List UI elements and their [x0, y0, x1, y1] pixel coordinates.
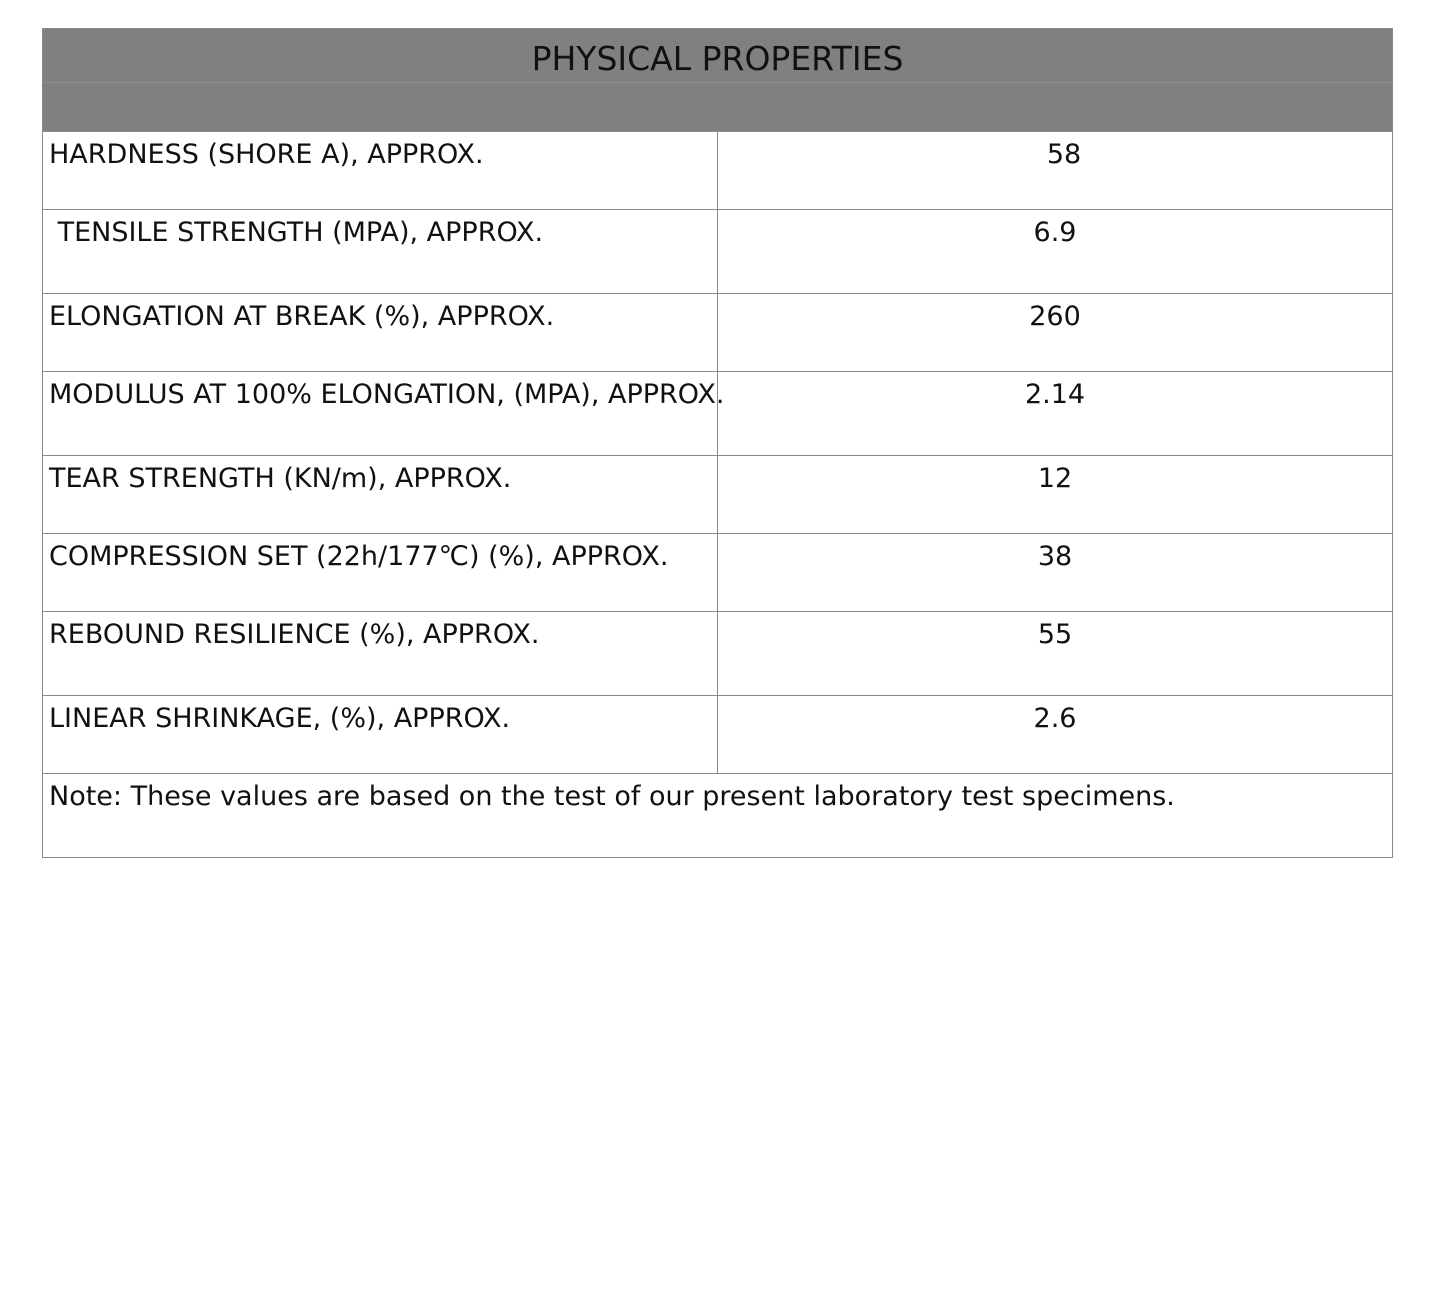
table-title: PHYSICAL PROPERTIES [531, 39, 904, 78]
property-label: COMPRESSION SET (22h/177℃) (%), APPROX. [43, 534, 718, 612]
table-row [43, 456, 1393, 534]
property-label: ELONGATION AT BREAK (%), APPROX. [43, 294, 718, 372]
property-value: 38 [718, 534, 1393, 612]
table-row [43, 372, 1393, 456]
property-label: LINEAR SHRINKAGE, (%), APPROX. [43, 696, 718, 774]
note-text: Note: These values are based on the test of our present laboratory test specimens. [43, 774, 1393, 858]
property-label: TEAR STRENGTH (KN/m), APPROX. [43, 456, 718, 534]
table-header [43, 29, 1393, 132]
property-value: 58 [718, 132, 1393, 210]
property-label: TENSILE STRENGTH (MPA), APPROX. [43, 210, 718, 294]
note-row [43, 774, 1393, 858]
table-row [43, 210, 1393, 294]
property-label: HARDNESS (SHORE A), APPROX. [43, 132, 718, 210]
header-divider [43, 82, 1392, 83]
table-row [43, 612, 1393, 696]
table-row [43, 132, 1393, 210]
table-row [43, 294, 1393, 372]
property-label: REBOUND RESILIENCE (%), APPROX. [43, 612, 718, 696]
property-value: 260 [718, 294, 1393, 372]
property-value: 6.9 [718, 210, 1393, 294]
property-label: MODULUS AT 100% ELONGATION, (MPA), APPROX. [43, 372, 718, 456]
physical-properties-table [42, 28, 1393, 858]
property-value: 2.6 [718, 696, 1393, 774]
table-row [43, 696, 1393, 774]
property-value: 55 [718, 612, 1393, 696]
property-value: 12 [718, 456, 1393, 534]
table-row [43, 534, 1393, 612]
property-value: 2.14 [718, 372, 1393, 456]
